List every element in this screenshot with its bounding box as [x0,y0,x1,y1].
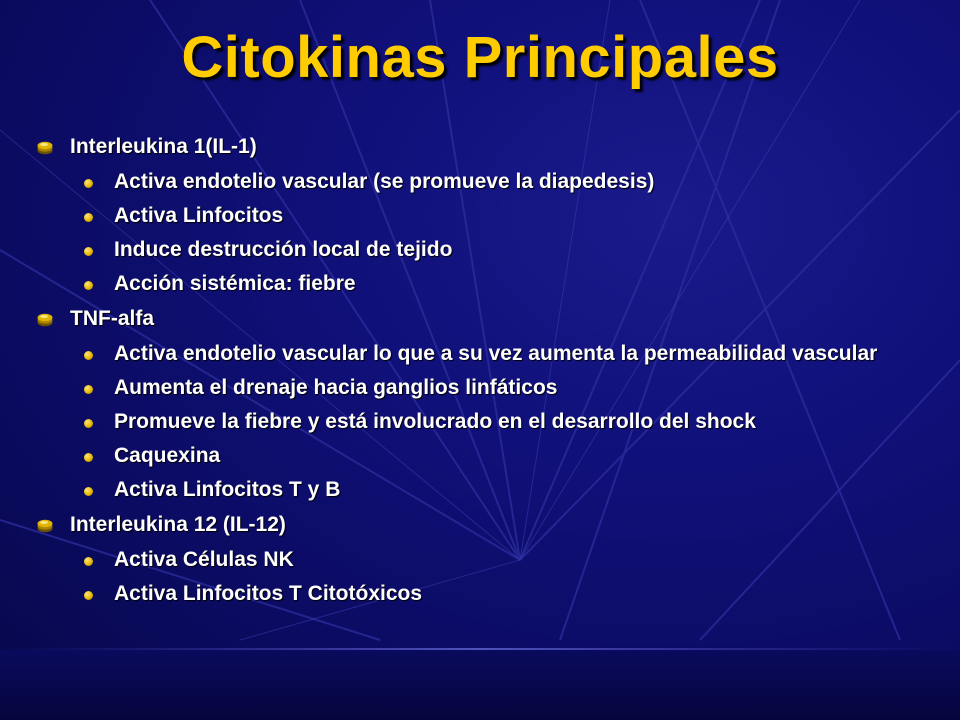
outline-heading [36,512,936,606]
outline-sublist [70,170,936,296]
outline-item-text: Activa Linfocitos T Citotóxicos [114,582,423,605]
outline-heading-text: Interleukina 12 (IL-12) [70,513,286,536]
outline-item-text: Activa endotelio vascular lo que a su vez aumenta la permeabilidad vascular [114,342,878,365]
outline-item [70,170,936,194]
bullet-dot-icon [84,453,93,462]
outline-item-text: Activa Linfocitos T y B [114,478,341,501]
bullet-dot-icon [84,213,93,222]
outline-item [70,342,936,366]
slide-title: Citokinas Principales [181,25,779,90]
bullet-dot-icon [84,591,93,600]
outline-item [70,548,936,572]
outline-item-text: Acción sistémica: fiebre [114,272,356,295]
bullet-dot-icon [84,385,93,394]
outline-item [70,272,936,296]
gold-disc-bullet-icon [36,138,54,156]
outline-item [70,444,936,468]
bullet-dot-icon [84,351,93,360]
bottom-bar [0,650,960,720]
bullet-dot-icon [84,281,93,290]
outline-item-text: Promueve la fiebre y está involucrado en el desarrollo del shock [114,410,756,433]
outline-item [70,582,936,606]
outline-heading-text: TNF-alfa [70,307,154,330]
outline-item-text: Activa Linfocitos [114,204,284,227]
bullet-dot-icon [84,179,93,188]
outline-heading [36,306,936,502]
gold-disc-bullet-icon [36,310,54,328]
outline-sublist [70,548,936,606]
outline-item [70,376,936,400]
outline-item [70,478,936,502]
outline-item-text: Caquexina [114,444,221,467]
outline-item [70,410,936,434]
bullet-dot-icon [84,419,93,428]
outline-item [70,238,936,262]
outline-item [70,204,936,228]
bullet-dot-icon [84,487,93,496]
outline-sublist [70,342,936,502]
outline-heading [36,134,936,296]
outline-item-text: Activa Células NK [114,548,294,571]
gold-disc-bullet-icon [36,516,54,534]
bullet-dot-icon [84,557,93,566]
outline-heading-text: Interleukina 1(IL-1) [70,135,257,158]
outline-list [36,134,936,616]
bullet-dot-icon [84,247,93,256]
outline-item-text: Activa endotelio vascular (se promueve la diapedesis) [114,170,655,193]
outline-item-text: Aumenta el drenaje hacia ganglios linfáticos [114,376,558,399]
outline-item-text: Induce destrucción local de tejido [114,238,453,261]
